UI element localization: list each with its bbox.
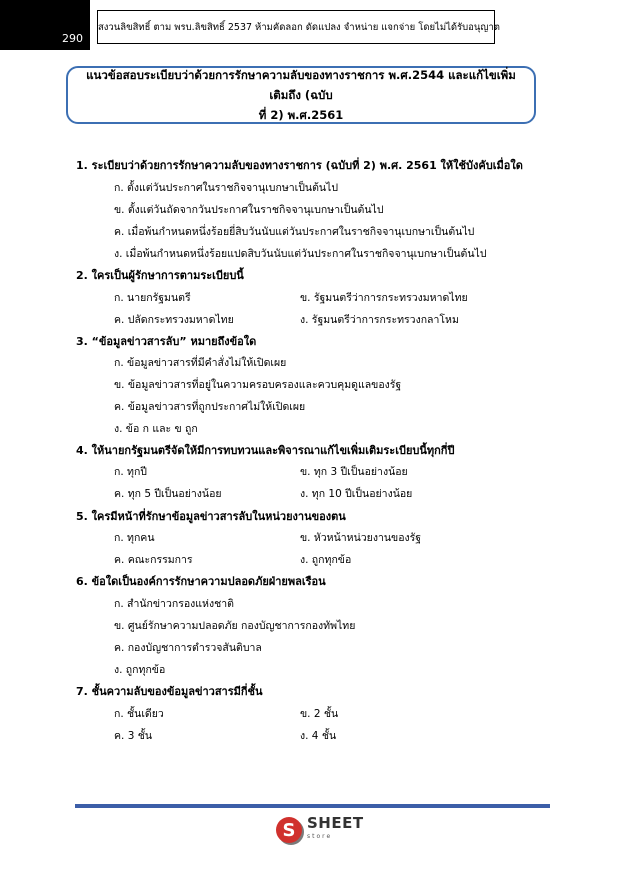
q2-option-d: ง. รัฐมนตรีว่าการกระทรวงกลาโหม [300,314,459,326]
q2-option-a: ก. นายกรัฐมนตรี [114,292,191,304]
q6-option-d: ง. ถูกทุกข้อ [114,664,166,676]
q5-option-a: ก. ทุกคน [114,532,155,544]
q6-option-b: ข. ศูนย์รักษาความปลอดภัย กองบัญชาการกองทัพไทย [114,620,356,632]
q7-option-c: ค. 3 ชั้น [114,730,153,742]
q1-option-a: ก. ตั้งแต่วันประกาศในราชกิจจานุเบกษาเป็นต้นไป [114,182,339,194]
footer-rule [75,804,550,808]
q4-option-c: ค. ทุก 5 ปีเป็นอย่างน้อย [114,488,222,500]
copyright-notice: สงวนลิขสิทธิ์ ตาม พรบ.ลิขสิทธิ์ 2537 ห้ามคัดลอก ดัดแปลง จำหน่าย แจกจ่าย โดยไม่ได้รับอนุญาต [97,10,495,44]
question-2: 2. ใครเป็นผู้รักษาการตามระเบียบนี้ [76,269,244,282]
q5-option-c: ค. คณะกรรมการ [114,554,193,566]
q7-option-a: ก. ชั้นเดียว [114,708,164,720]
q1-option-d: ง. เมื่อพ้นกำหนดหนึ่งร้อยแปดสิบวันนับแต่วันประกาศในราชกิจจานุเบกษาเป็นต้นไป [114,248,487,260]
q2-option-b: ข. รัฐมนตรีว่าการกระทรวงมหาดไทย [300,292,468,304]
q3-option-c: ค. ข้อมูลข่าวสารที่ถูกประกาศไม่ให้เปิดเผย [114,401,306,413]
question-6: 6. ข้อใดเป็นองค์การรักษาความปลอดภัยฝ่ายพลเรือน [76,575,326,588]
question-3: 3. “ข้อมูลข่าวสารลับ” หมายถึงข้อใด [76,335,257,348]
q1-option-b: ข. ตั้งแต่วันถัดจากวันประกาศในราชกิจจานุเบกษาเป็นต้นไป [114,204,384,216]
q5-option-d: ง. ถูกทุกข้อ [300,554,352,566]
q1-option-c: ค. เมื่อพ้นกำหนดหนึ่งร้อยยี่สิบวันนับแต่วันประกาศในราชกิจจานุเบกษาเป็นต้นไป [114,226,475,238]
question-7: 7. ชั้นความลับของข้อมูลข่าวสารมีกี่ชั้น [76,685,263,698]
q4-option-d: ง. ทุก 10 ปีเป็นอย่างน้อย [300,488,413,500]
sheetstore-logo [276,815,364,845]
logo-s-icon: S [276,817,302,843]
q7-option-d: ง. 4 ชั้น [300,730,337,742]
title-box [66,66,536,124]
question-5: 5. ใครมีหน้าที่รักษาข้อมูลข่าวสารลับในหน่วยงานของตน [76,510,346,523]
q6-option-a: ก. สำนักข่าวกรองแห่งชาติ [114,598,234,610]
q4-option-a: ก. ทุกปี [114,466,147,478]
q5-option-b: ข. หัวหน้าหน่วยงานของรัฐ [300,532,422,544]
page-number: 290 [62,32,83,45]
q7-option-b: ข. 2 ชั้น [300,708,339,720]
title-line-2: ที่ 2) พ.ศ.2561 [258,108,344,122]
logo-text: SHEET [307,814,364,832]
q3-option-a: ก. ข้อมูลข่าวสารที่มีคำสั่งไม่ให้เปิดเผย [114,357,287,369]
q6-option-c: ค. กองบัญชาการตำรวจสันติบาล [114,642,262,654]
question-1: 1. ระเบียบว่าด้วยการรักษาความลับของทางราชการ (ฉบับที่ 2) พ.ศ. 2561 ให้ใช้บังคับเมื่อใด [76,159,523,172]
logo-subtext: store [307,833,333,840]
q4-option-b: ข. ทุก 3 ปีเป็นอย่างน้อย [300,466,408,478]
question-4: 4. ให้นายกรัฐมนตรีจัดให้มีการทบทวนและพิจารณาแก้ไขเพิ่มเติมระเบียบนี้ทุกกี่ปี [76,444,455,457]
q2-option-c: ค. ปลัดกระทรวงมหาดไทย [114,314,234,326]
title-line-1: แนวข้อสอบระเบียบว่าด้วยการรักษาความลับของทางราชการ พ.ศ.2544 และแก้ไขเพิ่มเติมถึง (ฉบับ [86,68,516,102]
q3-option-d: ง. ข้อ ก และ ข ถูก [114,423,198,435]
q3-option-b: ข. ข้อมูลข่าวสารที่อยู่ในความครอบครองและควบคุมดูแลของรัฐ [114,379,402,391]
